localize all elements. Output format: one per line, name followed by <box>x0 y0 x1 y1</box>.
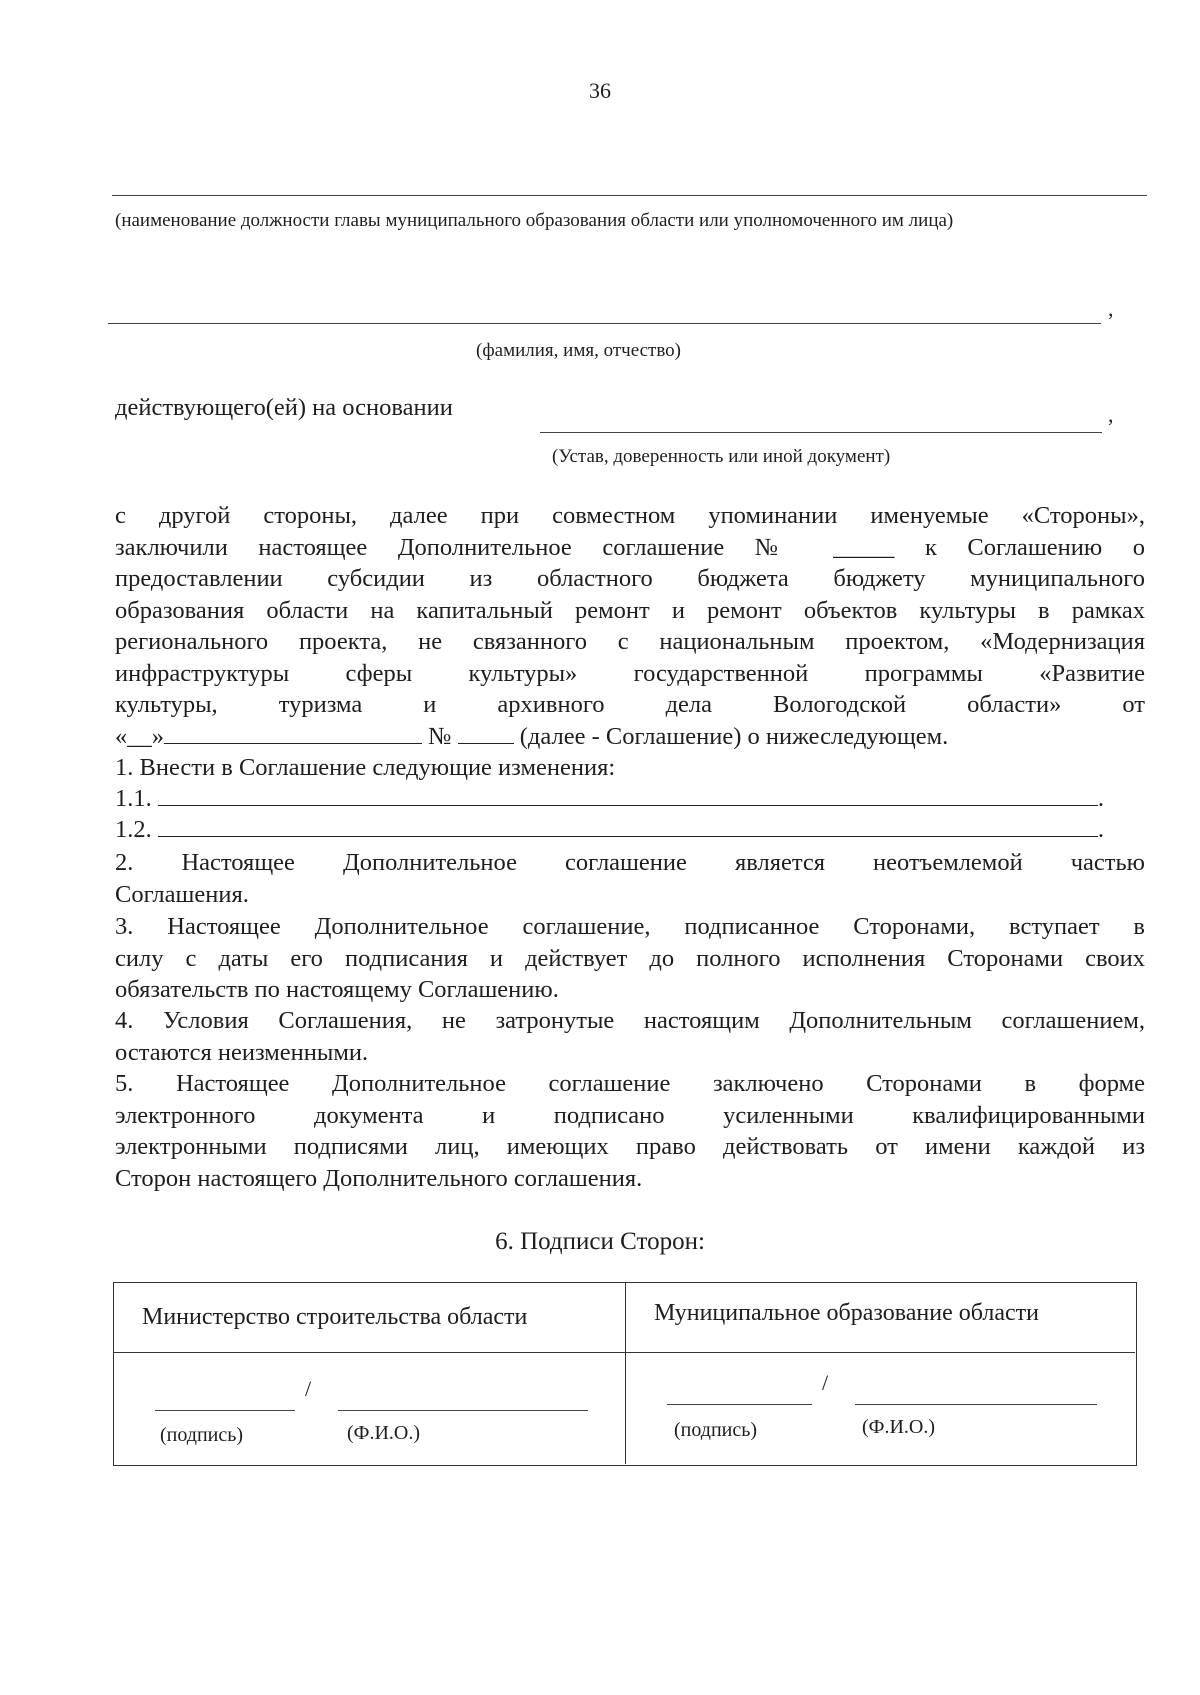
clause-5-line: электронного документа и подписано усиленными квалифицированными <box>115 1101 1145 1129</box>
left-signature-line <box>155 1410 295 1411</box>
basis-caption: (Устав, доверенность или иной документ) <box>552 446 891 467</box>
paragraph-line: инфраструктуры сферы культуры» государственной программы «Развитие <box>115 659 1145 687</box>
clause-2 <box>115 847 1145 910</box>
position-caption: (наименование должности главы муниципального образования области или уполномоченного им лица) <box>115 210 954 231</box>
clause-5 <box>115 1068 1145 1194</box>
number-sign: № <box>428 723 452 750</box>
right-party-name: Муниципальное образование области <box>654 1300 1039 1326</box>
clause-3-line: 3. Настоящее Дополнительное соглашение, подписанное Сторонами, вступает в <box>115 913 1145 940</box>
date-blank-line <box>164 721 422 744</box>
clause-3 <box>115 911 1145 1006</box>
date-open: «__» <box>115 723 164 750</box>
clause-3-line: обязательств по настоящему Соглашению. <box>115 976 559 1003</box>
clause-4-line: 4. Условия Соглашения, не затронутые настоящим Дополнительным соглашением, <box>115 1007 1145 1034</box>
page-number: 36 <box>589 78 611 103</box>
number-blank-line <box>458 721 514 744</box>
right-signature-label: (подпись) <box>674 1419 758 1441</box>
fio-line <box>108 323 1101 324</box>
subclause-1-2 <box>115 814 1115 844</box>
clause-5-line: Сторон настоящего Дополнительного соглашения. <box>115 1164 643 1192</box>
clause-2-line: 2. Настоящее Дополнительное соглашение является неотъемлемой частью <box>115 849 1145 876</box>
basis-line <box>540 432 1102 433</box>
agreement-paragraph <box>115 500 1145 721</box>
subclause-1-1 <box>115 783 1115 813</box>
subclause-1-1-period: . <box>1097 785 1104 812</box>
basis-comma: , <box>1108 402 1114 427</box>
clause-4 <box>115 1005 1145 1068</box>
acting-basis-label: действующего(ей) на основании <box>115 394 453 421</box>
left-signature-label: (подпись) <box>160 1424 244 1446</box>
clause-5-line: 5. Настоящее Дополнительное соглашение заключено Сторонами в форме <box>115 1070 1145 1097</box>
paragraph-line: предоставлении субсидии из областного бюджета бюджету муниципального <box>115 565 1145 592</box>
left-slash: / <box>305 1376 312 1401</box>
signature-table-divider-vertical <box>625 1282 626 1464</box>
fio-caption: (фамилия, имя, отчество) <box>476 340 682 361</box>
clause-5-line: электронными подписями лиц, имеющих право действовать от имени каждой из <box>115 1133 1145 1160</box>
fio-comma: , <box>1108 296 1114 321</box>
paragraph-line: с другой стороны, далее при совместном упоминании именуемые «Стороны», <box>115 502 1145 529</box>
paragraph-line: регионального проекта, не связанного с национальным проектом, «Модернизация <box>115 628 1145 655</box>
paragraph-line: образования области на капитальный ремонт и ремонт объектов культуры в рамках <box>115 596 1145 624</box>
paragraph-line: заключили настоящее Дополнительное соглашение № _____ к Соглашению о <box>115 533 1145 561</box>
subclause-1-2-line <box>158 814 1098 837</box>
date-line <box>115 721 948 753</box>
paragraph-line: культуры, туризма и архивного дела Вологодской области» от <box>115 691 1145 718</box>
left-fio-label: (Ф.И.О.) <box>347 1422 421 1444</box>
clause-1: 1. Внести в Соглашение следующие изменения: <box>115 754 616 781</box>
subclause-1-1-line <box>158 783 1098 806</box>
clause-3-line: силу с даты его подписания и действует до полного исполнения Сторонами своих <box>115 944 1145 972</box>
clause-2-line: Соглашения. <box>115 880 249 908</box>
signature-table-divider-horizontal <box>113 1352 1135 1353</box>
right-fio-line <box>855 1404 1097 1405</box>
left-party-name: Министерство строительства области <box>142 1304 528 1330</box>
position-line <box>112 195 1147 196</box>
right-signature-line <box>667 1404 812 1405</box>
signatures-heading: 6. Подписи Сторон: <box>495 1228 705 1255</box>
right-fio-label: (Ф.И.О.) <box>862 1416 936 1438</box>
subclause-1-1-number: 1.1. <box>115 785 152 812</box>
right-slash: / <box>822 1370 829 1395</box>
left-fio-line <box>338 1410 588 1411</box>
subclause-1-2-number: 1.2. <box>115 816 152 843</box>
subclause-1-2-period: . <box>1097 816 1104 843</box>
date-line-rest: (далее - Соглашение) о нижеследующем. <box>519 723 949 750</box>
clause-4-line: остаются неизменными. <box>115 1038 369 1066</box>
